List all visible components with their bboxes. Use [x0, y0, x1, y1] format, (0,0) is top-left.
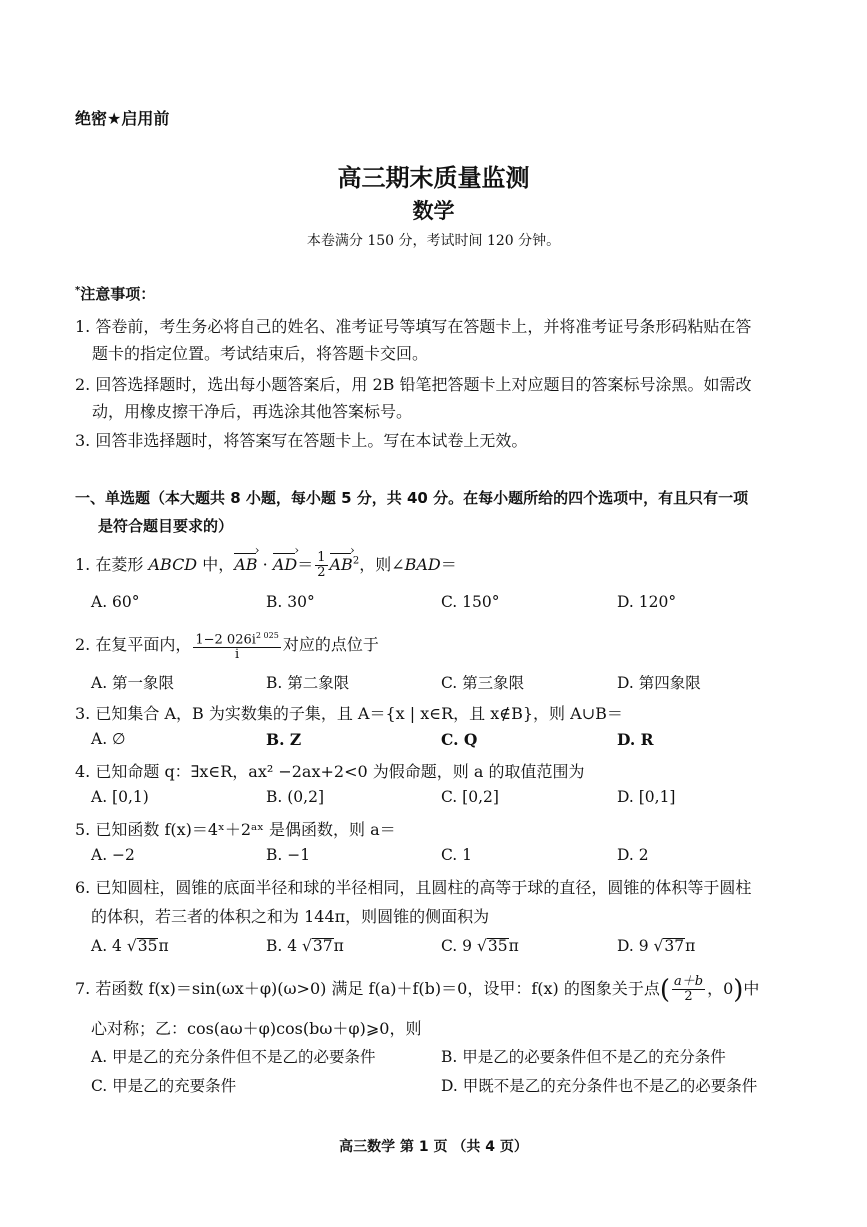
q1-equals: ＝	[297, 555, 314, 574]
q6-option-c[interactable]: C. 9 √35π	[441, 937, 519, 955]
q2-frac-den: i	[235, 647, 240, 663]
q4-option-c[interactable]: C. [0,2]	[441, 788, 499, 806]
q7-paren-open: (	[659, 975, 670, 1005]
q6-c-coef: C. 9	[441, 937, 473, 955]
q6-b-coef: B. 4	[266, 937, 298, 955]
q1-option-b[interactable]: B. 30°	[266, 593, 315, 611]
q2-frac-num: 1−2 026i	[195, 632, 256, 648]
q6-d-coef: D. 9	[617, 937, 649, 955]
question-5-stem: 5. 已知函数 f(x)＝4ˣ＋2ᵃˣ 是偶函数，则 a＝	[75, 820, 396, 839]
exam-info: 本卷满分 150 分，考试时间 120 分钟。	[306, 233, 561, 249]
question-7-line-1	[75, 975, 759, 1005]
question-6-line-1: 6. 已知圆柱，圆锥的底面半径和球的半径相同，且圆柱的高等于球的直径，圆锥的体积等于圆柱	[75, 878, 752, 897]
q7-option-a[interactable]: A. 甲是乙的充分条件但不是乙的必要条件	[91, 1048, 376, 1066]
q7-line1-end: 中	[743, 979, 760, 998]
q7-option-c[interactable]: C. 甲是乙的充要条件	[91, 1077, 237, 1095]
exam-subject: 数学	[412, 199, 455, 223]
q5-option-b[interactable]: B. −1	[266, 846, 311, 864]
q1-option-a[interactable]: A. 60°	[91, 593, 140, 611]
q6-a-coef: A. 4	[91, 937, 122, 955]
q2-prefix: 2. 在复平面内，	[75, 635, 192, 655]
q1-tail: ，则∠	[359, 555, 405, 574]
secret-mark: 绝密★启用前	[75, 109, 170, 128]
q1-shape: ABCD	[148, 555, 198, 574]
q2-option-c[interactable]: C. 第三象限	[441, 674, 525, 692]
q1-vector-ab-squared: AB ›	[330, 555, 353, 574]
q1-frac-num: 1	[317, 550, 326, 565]
q7-fraction	[672, 975, 705, 1004]
note-3-line-1: 3. 回答非选择题时，将答案写在答题卡上。写在本试卷上无效。	[75, 431, 528, 450]
q1-frac-den: 2	[317, 565, 326, 580]
q6-c-radicand: 35	[487, 937, 508, 955]
note-1-line-2: 题卡的指定位置。考试结束后，将答题卡交回。	[92, 344, 429, 363]
q5-option-a[interactable]: A. −2	[91, 846, 135, 864]
q1-vector-ad: AD ›	[273, 555, 297, 574]
exam-title: 高三期末质量监测	[337, 164, 530, 192]
q1-dot: ·	[257, 555, 273, 574]
q7-line1-pre: 7. 若函数 f(x)＝sin(ωx＋φ)(ω>0) 满足 f(a)＋f(b)＝0，设甲：f(x) 的图象关于点	[75, 979, 660, 998]
q6-option-a[interactable]: A. 4 √35π	[91, 937, 169, 955]
note-2-line-1: 2. 回答选择题时，选出每小题答案后，用 2B 铅笔把答题卡上对应题目的答案标号涂黑。如需改	[75, 375, 752, 394]
q3-option-b[interactable]: B. Z	[266, 730, 302, 749]
q5-option-d[interactable]: D. 2	[617, 846, 649, 864]
q7-frac-num: a＋b	[674, 974, 704, 989]
q3-option-c[interactable]: C. Q	[441, 730, 478, 749]
q2-option-a[interactable]: A. 第一象限	[91, 674, 175, 692]
q1-prefix: 1. 在菱形	[75, 555, 149, 574]
q7-option-d[interactable]: D. 甲既不是乙的充分条件也不是乙的必要条件	[441, 1077, 758, 1095]
q1-mid: 中，	[197, 555, 235, 574]
q1-fraction	[315, 551, 327, 580]
q7-option-b[interactable]: B. 甲是乙的必要条件但不是乙的充分条件	[441, 1048, 726, 1066]
q2-fraction	[193, 629, 280, 662]
note-1-line-1: 1. 答卷前，考生务必将自己的姓名、准考证号等填写在答题卡上，并将准考证号条形码粘贴在答	[75, 317, 752, 336]
q2-tail: 对应的点位于	[282, 635, 379, 655]
q6-option-b[interactable]: B. 4 √37π	[266, 937, 344, 955]
q7-frac-den: 2	[684, 989, 693, 1004]
q6-c-pi: π	[508, 937, 519, 955]
question-7-line-2: 心对称；乙：cos(aω＋φ)cos(bω＋φ)⩾0，则	[91, 1019, 422, 1038]
q3-option-a[interactable]: A. ∅	[91, 730, 126, 748]
q1-angle: BAD	[404, 555, 441, 574]
notes-heading-text: 注意事项：	[80, 285, 156, 303]
asterisk-icon: *	[75, 285, 81, 296]
q6-option-d[interactable]: D. 9 √37π	[617, 937, 696, 955]
q2-option-b[interactable]: B. 第二象限	[266, 674, 350, 692]
q2-option-d[interactable]: D. 第四象限	[617, 674, 701, 692]
q6-b-pi: π	[333, 937, 344, 955]
note-2-line-2: 动，用橡皮擦干净后，再选涂其他答案标号。	[92, 402, 413, 421]
page-footer: 高三数学 第 1 页 （共 4 页）	[339, 1139, 528, 1155]
question-1-stem	[75, 551, 457, 580]
q1-option-c[interactable]: C. 150°	[441, 593, 500, 611]
question-2-stem	[75, 629, 379, 662]
q6-a-radicand: 35	[137, 937, 158, 955]
q1-option-d[interactable]: D. 120°	[617, 593, 677, 611]
q7-paren-close: )	[733, 975, 744, 1005]
question-3-stem: 3. 已知集合 A，B 为实数集的子集，且 A＝{x | x∈R，且 x∉B}，则 A∪B＝	[75, 704, 623, 723]
section1-heading-line1: 一、单选题（本大题共 8 小题，每小题 5 分，共 40 分。在每小题所给的四个选项中，有且只有一项	[75, 489, 749, 507]
question-4-stem: 4. 已知命题 q：∃x∈R，ax² −2ax+2<0 为假命题，则 a 的取值范围为	[75, 762, 585, 781]
q1-superscript: 2	[352, 555, 360, 567]
q4-option-d[interactable]: D. [0,1]	[617, 788, 676, 806]
q4-option-a[interactable]: A. [0,1)	[91, 788, 149, 806]
q6-a-pi: π	[158, 937, 169, 955]
section1-heading-line2: 是符合题目要求的）	[98, 517, 234, 535]
question-6-line-2: 的体积，若三者的体积之和为 144π，则圆锥的侧面积为	[91, 907, 490, 926]
q7-line1-post: ，0	[707, 979, 734, 998]
q6-b-radicand: 37	[312, 937, 333, 955]
q2-frac-num-sup: 2 025	[255, 631, 279, 640]
q6-d-pi: π	[685, 937, 696, 955]
notes-heading	[75, 283, 155, 304]
q6-d-radicand: 37	[664, 937, 685, 955]
q4-option-b[interactable]: B. (0,2]	[266, 788, 324, 806]
q3-option-d[interactable]: D. R	[617, 730, 654, 749]
q5-option-c[interactable]: C. 1	[441, 846, 473, 864]
q1-tail2: ＝	[440, 555, 457, 574]
q1-vector-ab: AB ›	[234, 555, 257, 574]
